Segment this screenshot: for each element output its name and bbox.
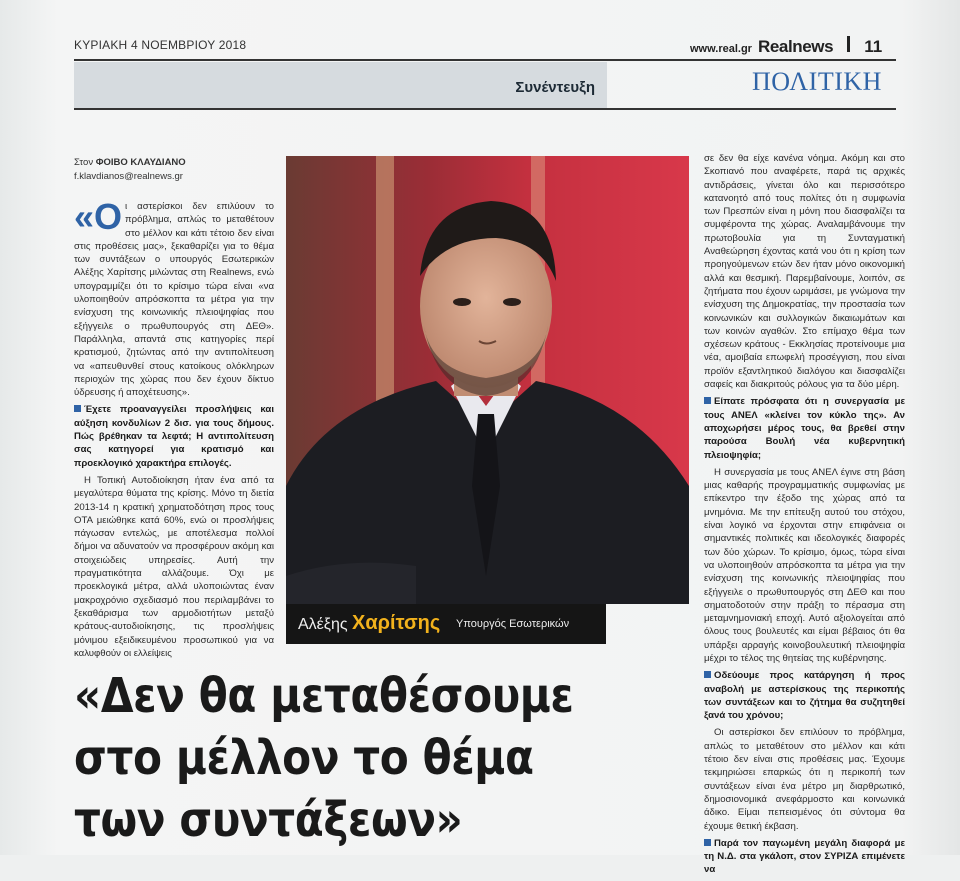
issue-date: ΚΥΡΙΑΚΗ 4 ΝΟΕΜΒΡΙΟΥ 2018: [74, 38, 247, 52]
masthead: [690, 36, 882, 57]
top-rule: [74, 59, 896, 61]
question-3: Οδεύουμε προς κατάργηση ή προς αναβολή με αστερίσκους της περικοπής των συντάξεων και το ζήτημα θα συζητηθεί ξανά του χρόνου;: [704, 670, 905, 722]
question-2: Είπατε πρόσφατα ότι η συνεργασία με τους ΑΝΕΛ «κλείνει τον κύκλο της». Αν αποχωρήσει μέρος τους, θα βρεθεί στην παρούσα Βουλή νέα κυβερνητική πλειοψηφία;: [704, 396, 905, 461]
caption-name: [298, 612, 440, 635]
continued-paragraph: σε δεν θα είχε κανένα νόημα. Ακόμη και στο Σκοπιανό που αναφέρετε, παρά τις αρχικές αντιδράσεις, γίνεται όλο και περισσότερο κατανοητό από τους πολίτες ότι η συμφωνία των Πρεσπών είναι η μόνη που διασφαλίζει τα συμφέροντα της χώρας. Αναλαμβάνουμε την πρωτοβουλία για τη Συνταγματική Αναθεώρηση έχοντας κατά νου ότι η κρίση των προηγούμενων ετών δεν ήταν μόνο οικονομική αλλά και θεσμική. Παρεμβαίνουμε, λοιπόν, σε ζητήματα που έχουν ωριμάσει, με γνώμονα την ενίσχυση της Δημοκρατίας, την προστασία των κοινωνικών και συλλογικών δικαιωμάτων και των κοινών αγαθών. Στο επίμαχο θέμα των σχέσεων κράτους - Εκκλησίας προτείνουμε μια νέα, αμοιβαία επωφελή προσέγγιση, που είναι προϊόν εξαντλητικού διαλόγου και διασφαλίζει σαφείς και διακριτούς ρόλους για τα δύο μέρη.: [704, 153, 905, 391]
headline-line-1: «Δεν θα μεταθέσουμε: [74, 668, 574, 724]
lead-paragraph: [74, 196, 274, 399]
headline-line-2: στο μέλλον το θέμα: [74, 730, 534, 786]
caption-role: Υπουργός Εσωτερικών: [456, 618, 570, 630]
question-1: Έχετε προαναγγείλει προσλήψεις και αύξηση κονδυλίων 2 δισ. για τους δήμους. Πώς βρέθηκαν τα λεφτά; Η αντιπολίτευση σας κατηγορεί για κρατισμό και προεκλογικό χαρακτήρα επιλογές.: [74, 404, 274, 469]
right-column: [704, 152, 905, 881]
left-column: [74, 196, 274, 664]
category-label: Συνέντευξη: [515, 79, 595, 96]
byline-author: ΦΟΙΒΟ ΚΛΑΥΔΙΑΝΟ: [95, 157, 186, 168]
photo-caption: [286, 604, 606, 644]
portrait-illustration: [286, 156, 689, 604]
answer-2: Η συνεργασία με τους ΑΝΕΛ έγινε στη βάση μιας καθαρής προγραμματικής συμφωνίας με επίκεντρο την έξοδο της χώρας από τα μνημόνια. Με την επίτευξη αυτού του στόχου, είναι λογικό να έρχονται στην επιφάνεια οι σημαντικές πολιτικές και ιδεολογικές διαφορές των δύο χώρων. Το κρίσιμο, όμως, τώρα είναι να υλοποιηθούν απρόσκοπτα τα μέτρα για την ενίσχυση της κοινωνικής πλειοψηφίας που εξήγγειλε ο πρωθυπουργός στη ΔΕΘ και που σηματοδοτούν στην πράξη το πέρασμα στη μεταμνημονιακή εποχή. Αυτό αξιολογείται από όλους τους βουλευτές και είμαι βέβαιος ότι θα υπάρξει αρραγής κοινοβουλευτική πλειοψηφία μέχρι το τέλος της θητείας της κυβέρνησης.: [704, 466, 905, 664]
answer-3: Οι αστερίσκοι δεν επιλύουν το πρόβλημα, απλώς το μεταθέτουν στο μέλλον και κάτι τέτοιο δεν είναι στις προθέσεις μας. Έχουμε τεκμηριώσει επαρκώς ότι η περικοπή των συντάξεων είναι ένα μέτρο μη διαρθρωτικό, δημοσιονομικά ανεφάρμοστο και κοινωνικά άδικο. Είμαι πεπεισμένος ότι σύντομα θα έχουμε θετική έκβαση.: [704, 727, 905, 832]
byline-prefix: Στον: [74, 157, 94, 168]
caption-last-name: Χαρίτσης: [352, 612, 441, 634]
caption-first-name: Αλέξης: [298, 616, 348, 633]
section-title: ΠΟΛΙΤΙΚΗ: [752, 67, 882, 96]
byline: [74, 156, 186, 184]
headline: [74, 665, 620, 851]
drop-cap: «Ο: [74, 196, 123, 237]
headline-line-3: των συντάξεων»: [74, 792, 463, 848]
question-4: Παρά τον παγωμένη μεγάλη διαφορά με τη Ν.Δ. στα γκάλοπ, στον ΣΥΡΙΖΑ επιμένετε να: [704, 837, 905, 876]
brand-logo: Realnews: [757, 37, 834, 56]
portrait-photo: [286, 156, 689, 604]
lead-text: ι αστερίσκοι δεν επιλύουν το πρόβλημα, απλώς το μεταθέτουν στο μέλλον και κάτι τέτοιο δεν είναι στις προθέσεις μας», ξεκαθαρίζει για το θέμα των συντάξεων ο υπουργός Εσωτερικών Αλέξης Χαρίτσης μιλώντας στη Realnews, ενώ υπογραμμίζει ότι το κρίσιμο τώρα είναι «να υλοποιηθούν απρόσκοπτα τα μέτρα για την ενίσχυση της κοινωνικής πλειοψηφίας που εξήγγειλε ο πρωθυπουργός στη ΔΕΘ». Παράλληλα, απαντά στις κατηγορίες περί κρατισμού, ζητώντας από την αντιπολίτευση να «απευθυνθεί στους κατοίκους ολόκληρων περιοχών της χώρας που δεν έχουν δίκτυο ύδρευσης ή αποχέτευσης».: [74, 201, 274, 399]
site-url: www.real.gr: [690, 43, 752, 55]
answer-1: Η Τοπική Αυτοδιοίκηση ήταν ένα από τα μεγαλύτερα θύματα της κρίσης. Μόνο τη διετία 2013-14 η κρατική χρηματοδότηση προς τους ΟΤΑ μειώθηκε κατά 60%, ενώ οι προσλήψεις πάγωσαν εντελώς, με αποτέλεσμα πολλοί δήμοι να αδυνατούν να προσφέρουν ακόμη και στοιχειώδεις υπηρεσίες. Αυτή την πραγματικότητα αλλάζουμε. Όχι με προεκλογικά μέτρα, αλλά υλοποιώντας έναν μακροχρόνιο σχεδιασμό που περιλαμβάνει το ξεκαθάρισμα των αρμοδιοτήτων μεταξύ κράτους-αυτοδιοίκησης, τις προσλήψεις μόνιμου εξειδικευμένου προσωπικού για να καλυφθούν οι ελλείψεις: [74, 474, 274, 659]
divider: [847, 36, 850, 52]
byline-email: f.klavdianos@realnews.gr: [74, 171, 183, 182]
page-number: 11: [864, 37, 883, 56]
category-band: [74, 62, 607, 108]
bottom-rule: [74, 108, 896, 110]
